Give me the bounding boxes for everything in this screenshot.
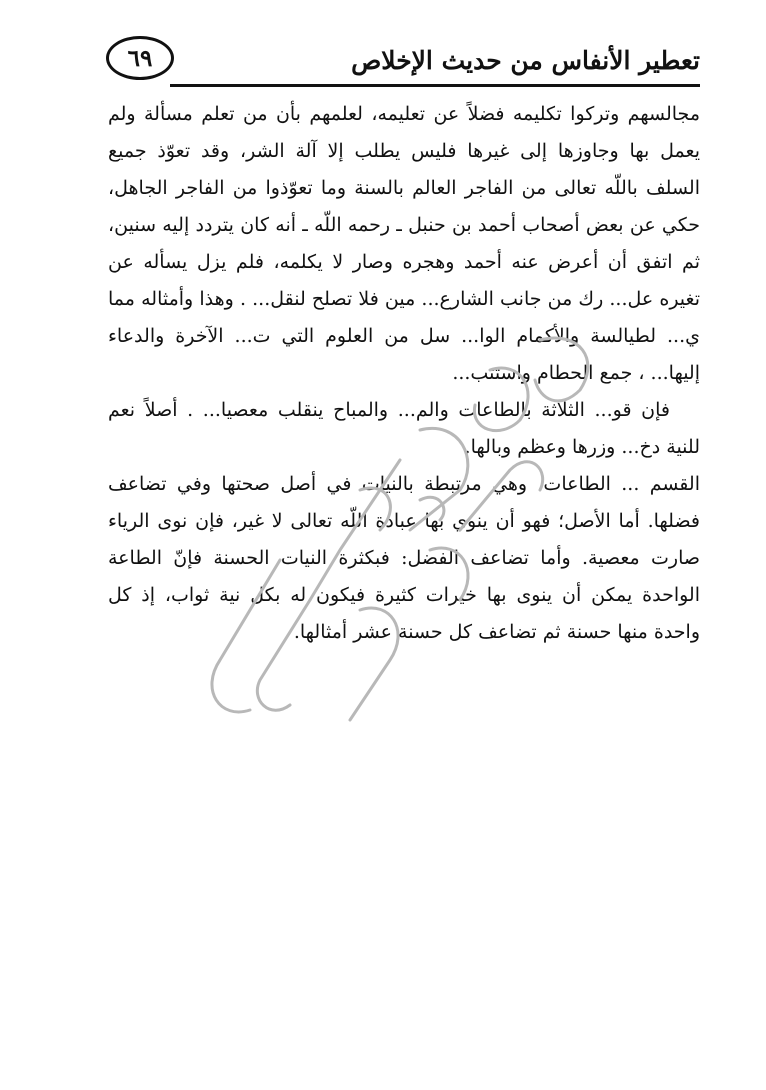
page-number: ٦٩ — [127, 44, 153, 72]
page-number-badge — [106, 36, 174, 80]
paragraph-1: مجالسهم وتركوا تكليمه فضلاً عن تعليمه، لعلمهم بأن من تعلم مسألة ولم يعمل بها وجاوزها إلى غيرها فليس يطلب إلا آلة الشر، وقد تعوّذ جميع السلف باللّه تعالى من الفاجر العالم بالسنة وما تعوّذوا من الفاجر الجاهل، حكي عن بعض أصحاب أحمد بن حنبل ـ رحمه اللّه ـ أنه كان يتردد إليه سنين، ثم اتفق أن أعرض عنه أحمد وهجره وصار لا يكلمه، فلم يزل يسأله عن تغيره عل... رك من جانب الشارع... مين فلا تصلح لنقل... . وهذا وأمثاله مما ي... لطيالسة والأكمام الوا... سل من العلوم التي ت... الآخرة والدعاء إليها... ، جمع الحطام واستتب... — [108, 103, 700, 384]
header-rule — [170, 84, 700, 87]
running-title: تعطير الأنفاس من حديث الإخلاص — [351, 46, 700, 75]
body-text — [108, 96, 700, 651]
paragraph-2: فإن قو... الثلاثة بالطاعات والم... والمباح ينقلب معصيا... . أصلاً نعم للنية دخ... وزرها وعظم وبالها. — [108, 399, 700, 458]
paragraph-3: القسم ... الطاعات. وهي مرتبطة بالنيات في أصل صحتها وفي تضاعف فضلها. أما الأصل؛ فهو أن ينوي بها عبادة اللّه تعالى لا غير، فإن نوى الرياء صارت معصية. وأما تضاعف الفضل: فبكثرة النيات الحسنة فإنّ الطاعة الواحدة يمكن أن ينوى بها خيرات كثيرة فيكون له بكل نية ثواب، إذ كل واحدة منها حسنة ثم تضاعف كل حسنة عشر أمثالها. — [108, 473, 700, 643]
page-header — [100, 28, 700, 98]
